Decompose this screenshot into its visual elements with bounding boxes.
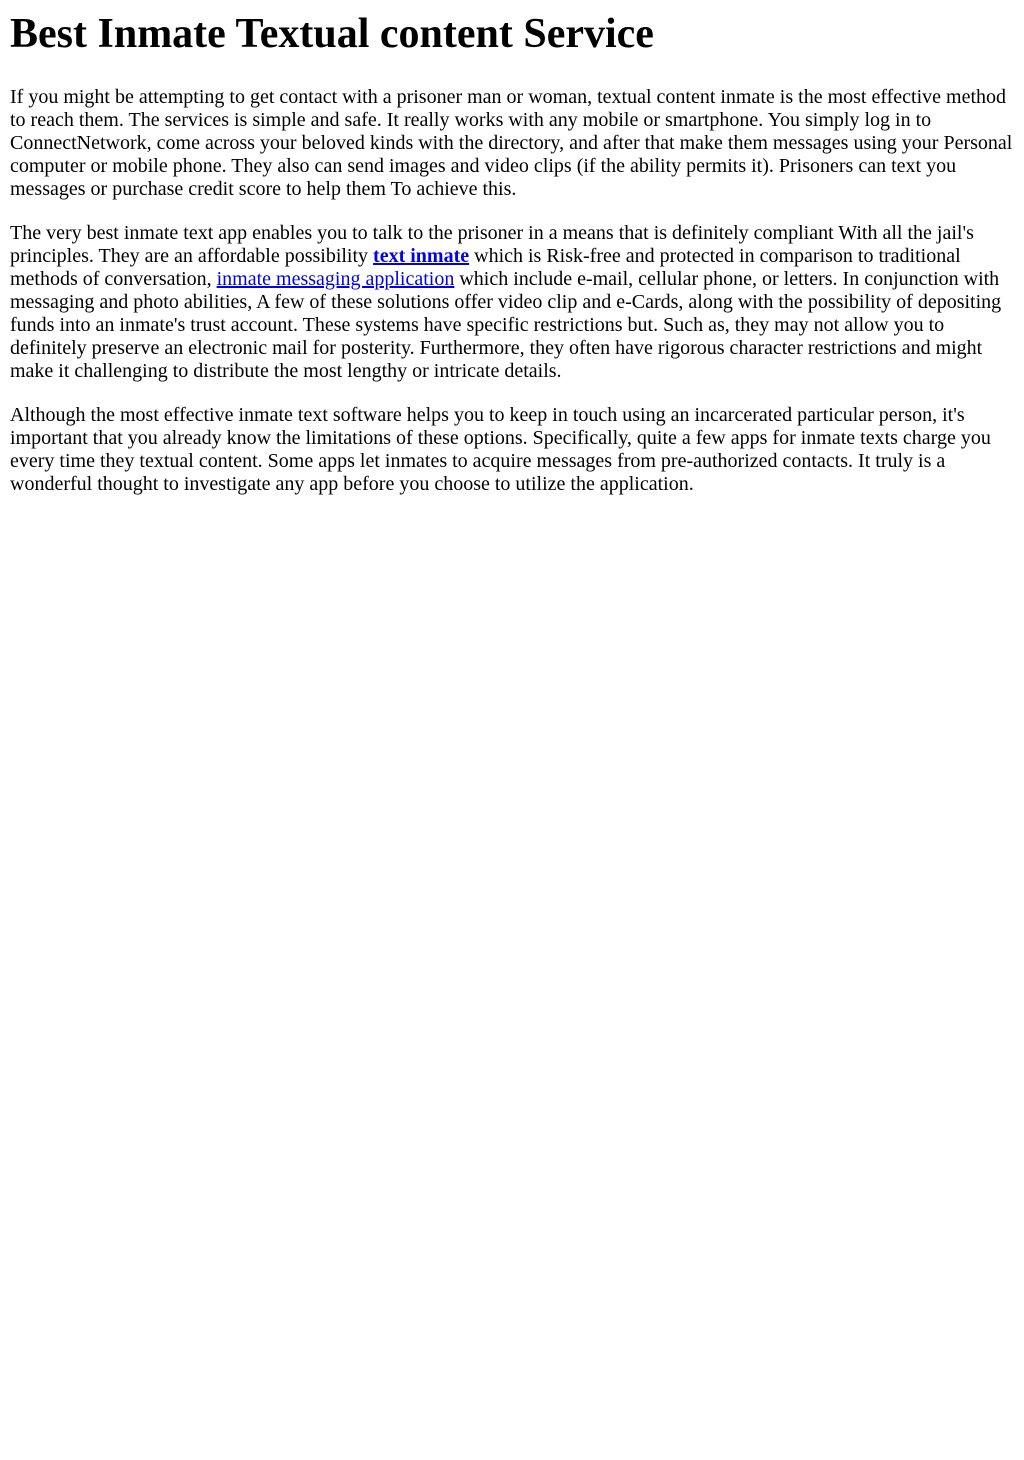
article-page (0, 12, 1024, 496)
paragraph-intro: If you might be attempting to get contact with a prisoner man or woman, textual content inmate is the most effective method to reach them. The services is simple and safe. It really works with any mobile or smartphone. You simply log in to ConnectNetwork, come across your beloved kinds with the directory, and after that make them messages using your Personal computer or mobile phone. They also can send images and video clips (if the ability permits it). Prisoners can text you messages or purchase credit score to help them To achieve this. (10, 86, 1013, 200)
inmate-messaging-application-link[interactable]: inmate messaging application (216, 268, 455, 290)
paragraph-best-app (10, 222, 1014, 383)
paragraph-limitations: Although the most effective inmate text software helps you to keep in touch using an incarcerated particular person, it's important that you already know the limitations of these options. Specifically, quite a few apps for inmate texts charge you every time they textual content. Some apps let inmates to acquire messages from pre-authorized contacts. It truly is a wonderful thought to investigate any app before you choose to utilize the application. (10, 404, 991, 495)
page-title: Best Inmate Textual content Service (10, 11, 654, 57)
text-inmate-link[interactable]: text inmate (373, 245, 470, 267)
paragraph-text: which include e-mail, cellular phone, or letters. In conjunction with messaging and photo abilities, A few of these solutions offer video clip and e-Cards, along with the possibility of depositing funds into an inmate's trust account. These systems have specific restrictions but. Such as, they may not allow you to definitely preserve an electronic mail for posterity. Furthermore, they often have rigorous character restrictions and might make it challenging to distribute the most lengthy or intricate details. (10, 268, 1002, 382)
paragraph-text: which is Risk-free and protected in comparison to traditional methods of conversation, (10, 245, 961, 290)
paragraph-text: The very best inmate text app enables you to talk to the prisoner in a means that is definitely compliant With all the jail's principles. They are an affordable possibility (10, 222, 974, 267)
